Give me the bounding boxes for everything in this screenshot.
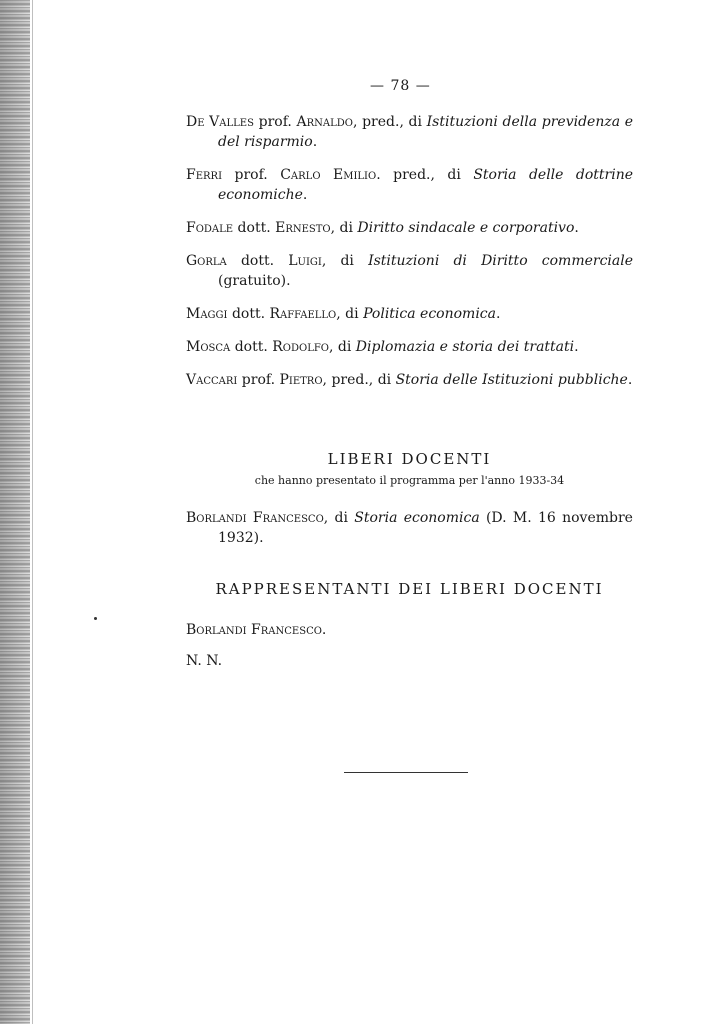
faculty-title: dott. [240, 253, 275, 269]
faculty-surname: De Valles [186, 114, 254, 130]
faculty-role: . pred., di [376, 167, 474, 183]
faculty-suffix: . [574, 339, 579, 355]
faculty-subject: Diritto sindacale e corporativo [357, 220, 575, 236]
faculty-title: prof. [234, 167, 268, 183]
faculty-first-name: Raffaello [269, 306, 337, 322]
faculty-role: , di [336, 306, 364, 322]
faculty-entry [186, 370, 633, 390]
faculty-first-name: Ernesto [275, 220, 331, 236]
faculty-role: , di [330, 220, 358, 236]
ink-speck [94, 617, 97, 620]
liberi-docenti-list [186, 508, 633, 561]
faculty-entry [186, 337, 633, 357]
section-subheading-liberi-docenti: che hanno presentato il programma per l'anno 1933-34 [254, 474, 565, 487]
faculty-entry [186, 218, 633, 238]
faculty-surname: Vaccari [186, 372, 238, 388]
faculty-entry [186, 165, 633, 205]
faculty-first-name: Luigi [288, 253, 322, 269]
faculty-subject: Istituzioni della previdenza e del risparmio [218, 114, 634, 150]
faculty-role: , pred., di [322, 372, 396, 388]
faculty-suffix: . [312, 134, 318, 150]
faculty-role: , di [321, 253, 369, 269]
faculty-title: prof. [258, 114, 292, 130]
docente-name: Borlandi Francesco [186, 510, 324, 526]
closing-rule [344, 772, 468, 773]
faculty-first-name: Rodolfo [272, 339, 329, 355]
faculty-suffix: . [627, 372, 633, 388]
faculty-title: prof. [241, 372, 276, 388]
page-number: — 78 — [370, 78, 431, 94]
faculty-first-name: Pietro [279, 372, 323, 388]
faculty-entry [186, 251, 633, 291]
faculty-subject: Storia delle dottrine economiche [218, 167, 634, 203]
faculty-surname: Gorla [186, 253, 227, 269]
faculty-first-name: Carlo Emilio [280, 167, 377, 183]
rappresentante-item: Borlandi Francesco. [186, 622, 327, 638]
faculty-title: dott. [234, 339, 268, 355]
faculty-surname: Maggi [186, 306, 228, 322]
faculty-suffix: . [302, 187, 308, 203]
rappresentanti-list [186, 620, 633, 682]
book-binding-edge [0, 0, 30, 1024]
faculty-suffix: (gratuito). [218, 273, 291, 289]
faculty-suffix: . [574, 220, 579, 236]
faculty-subject: Politica economica [363, 306, 496, 322]
faculty-subject: Diplomazia e storia dei trattati [355, 339, 575, 355]
faculty-subject: Istituzioni di Diritto commerciale [368, 253, 634, 269]
faculty-title: dott. [231, 306, 266, 322]
rappresentante-item: N. N. [186, 653, 223, 669]
binding-shadow-line [32, 0, 33, 1024]
faculty-role: , pred., di [352, 114, 427, 130]
liberi-docenti-entry [186, 508, 633, 548]
faculty-first-name: Arnaldo [296, 114, 353, 130]
faculty-subject: Storia delle Istituzioni pubbliche [395, 372, 628, 388]
faculty-role: , di [329, 339, 356, 355]
docente-subject: Storia economica [354, 510, 480, 526]
faculty-list [186, 112, 633, 403]
docente-suffix: (D. M. 16 novembre 1932). [218, 510, 633, 546]
faculty-surname: Mosca [186, 339, 231, 355]
section-heading-rappresentanti: RAPPRESENTANTI DEI LIBERI DOCENTI [215, 580, 604, 598]
faculty-entry [186, 304, 633, 324]
faculty-suffix: . [495, 306, 501, 322]
faculty-entry [186, 112, 633, 152]
faculty-surname: Ferri [186, 167, 223, 183]
faculty-title: dott. [237, 220, 271, 236]
faculty-surname: Fodale [186, 220, 234, 236]
docente-rest: , di [323, 510, 355, 526]
section-heading-liberi-docenti: LIBERI DOCENTI [327, 450, 492, 468]
